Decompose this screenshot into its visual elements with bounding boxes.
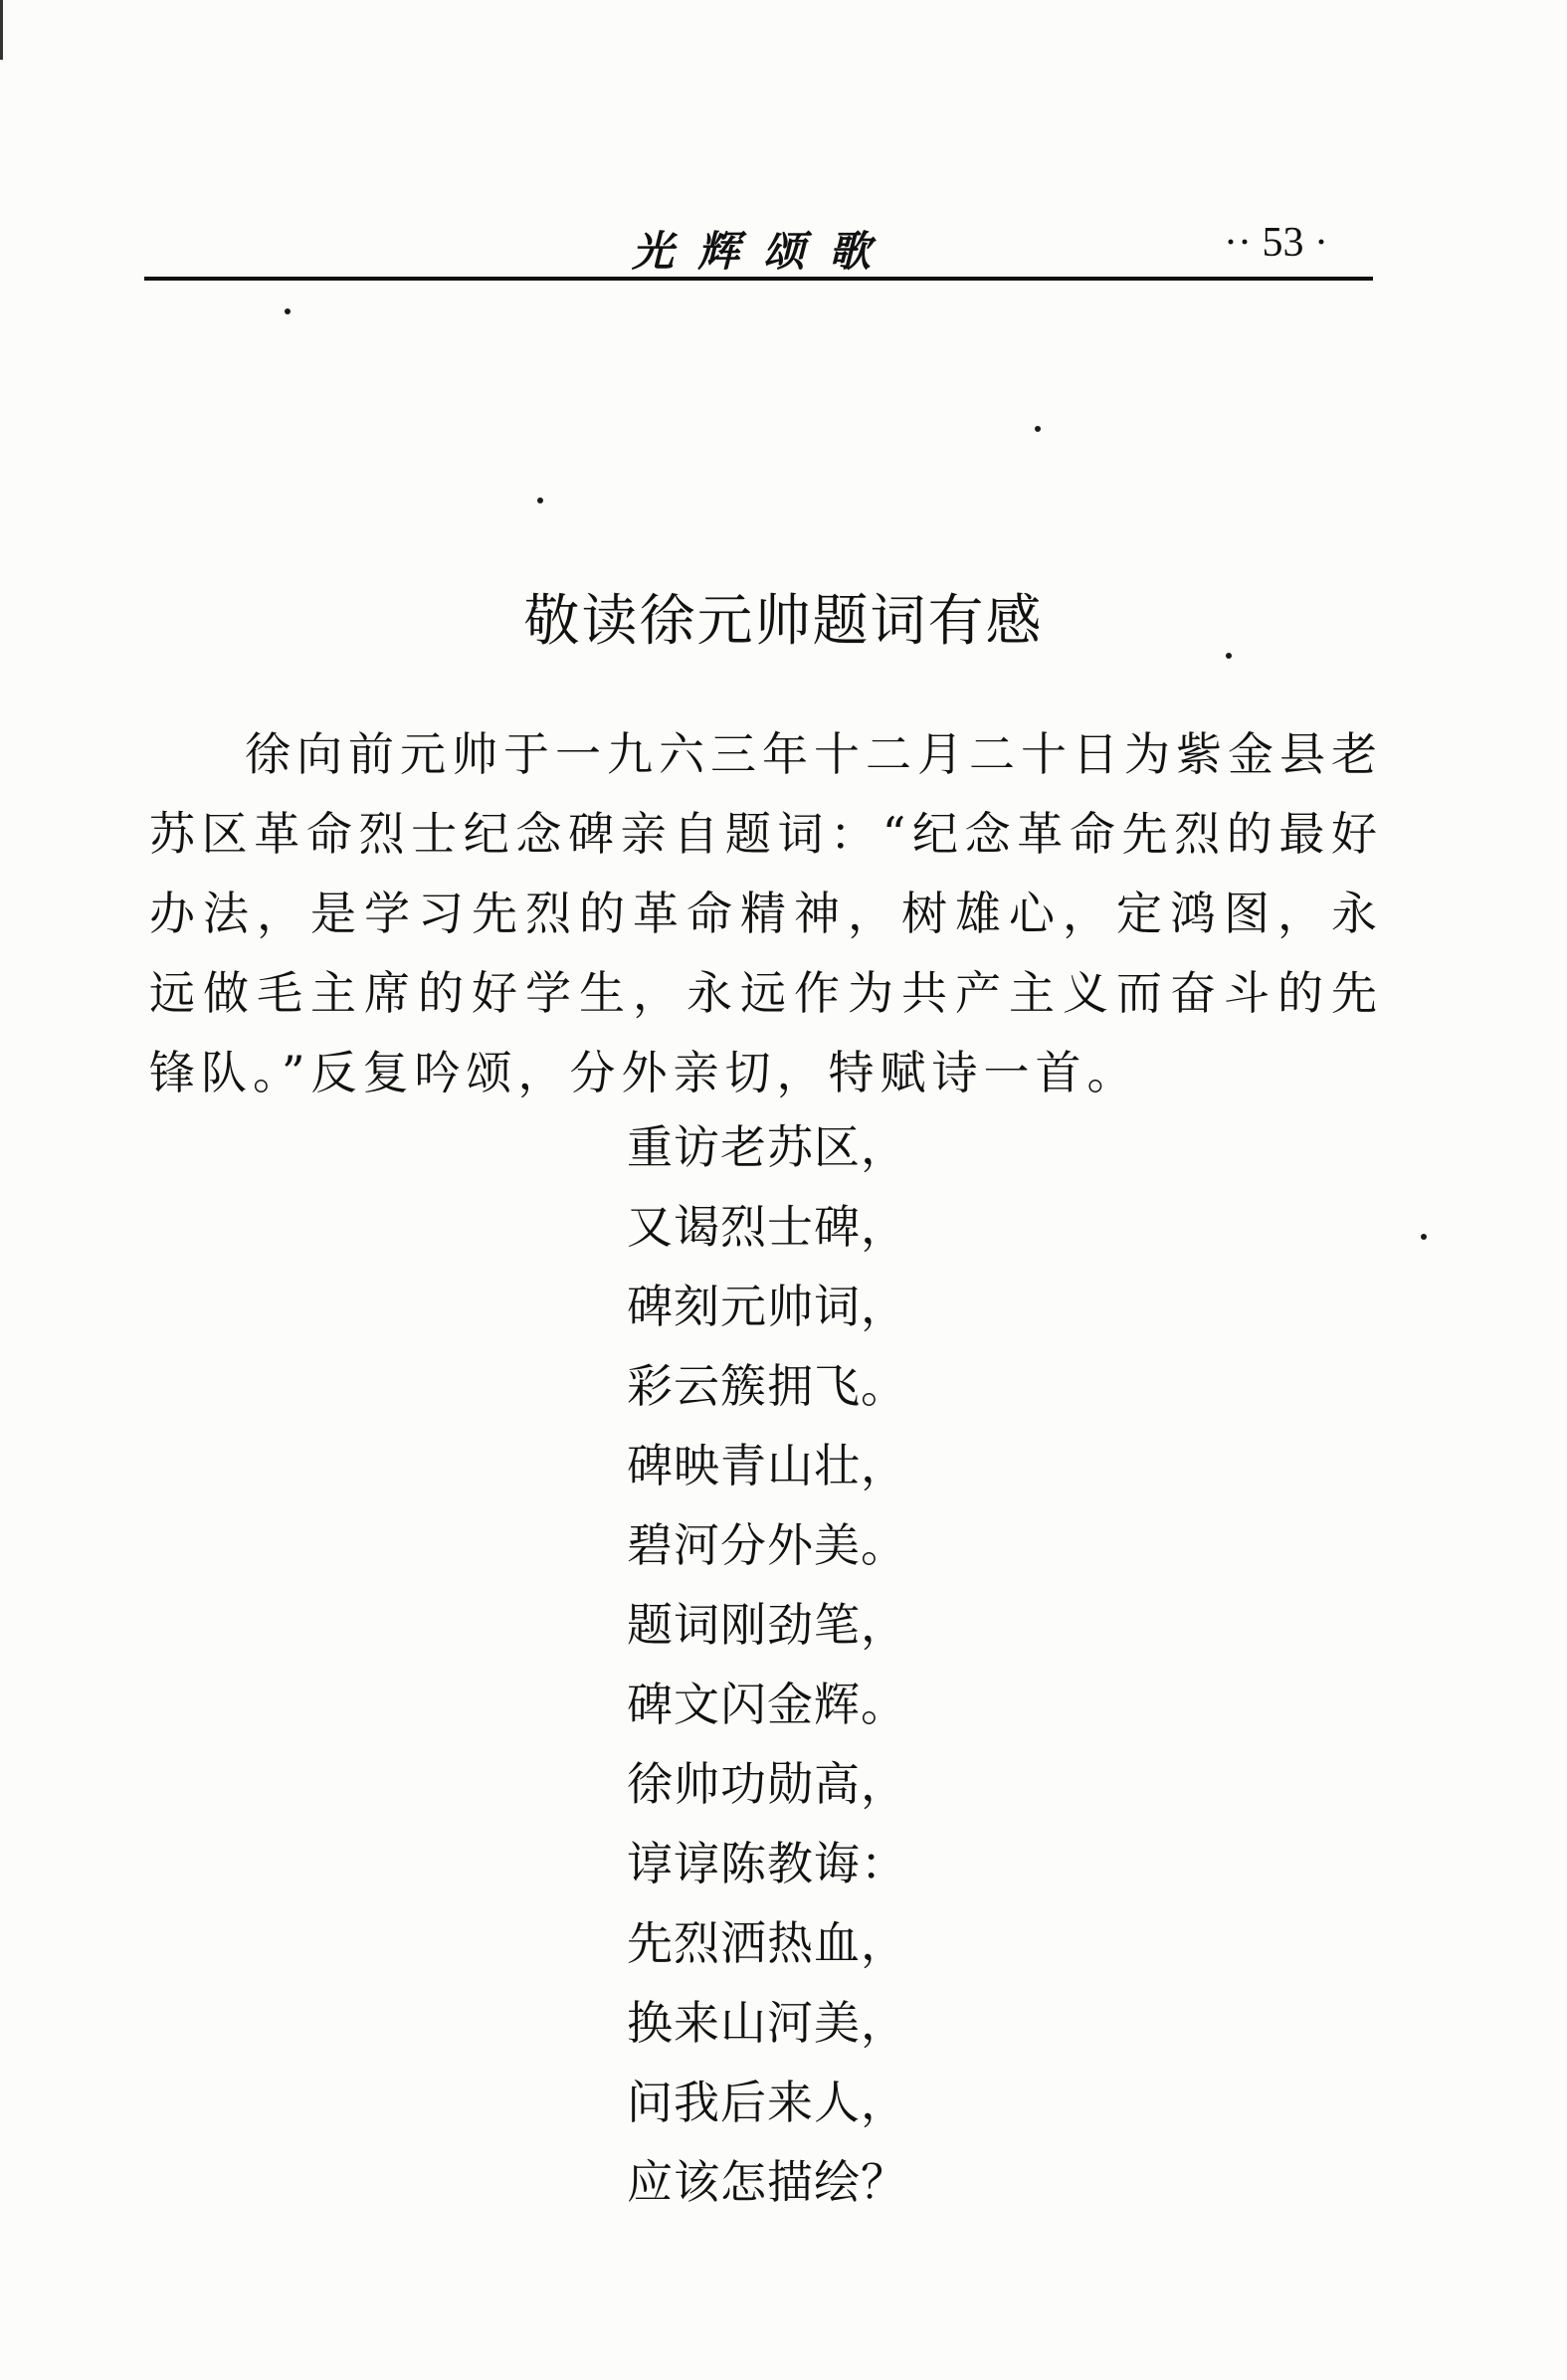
poem-line: 题词刚劲笔， xyxy=(627,1598,907,1652)
poem-line: 重访老苏区， xyxy=(627,1120,907,1174)
ink-speck xyxy=(1421,1234,1427,1240)
poem-line: 碑映青山壮， xyxy=(627,1439,907,1492)
binding-edge-mark xyxy=(0,0,3,60)
poem-line: 谆谆陈教诲： xyxy=(627,1837,907,1890)
poem-line: 徐帅功勋高， xyxy=(627,1757,907,1811)
article-title: 敬读徐元帅题词有感 xyxy=(523,589,1044,654)
running-title: 光辉颂歌 xyxy=(632,227,895,276)
ink-speck xyxy=(1035,426,1041,432)
poem-line: 换来山河美， xyxy=(627,1996,907,2050)
ink-speck xyxy=(537,497,543,503)
poem-line: 碧河分外美。 xyxy=(627,1518,907,1572)
poem-line: 先烈洒热血， xyxy=(627,1916,907,1970)
page-header xyxy=(144,199,1373,289)
article-preface: 徐向前元帅于一九六三年十二月二十日为紫金县老苏区革命烈士纪念碑亲自题词：“纪念革命先烈的最好办法，是学习先烈的革命精神，树雄心，定鸿图，永远做毛主席的好学生，永远作为共产主义而奋斗的先锋队。”反复吟颂，分外亲切，特赋诗一首。 xyxy=(149,727,1383,1099)
ink-speck xyxy=(285,308,291,314)
poem xyxy=(627,1107,1025,2222)
poem-line: 问我后来人， xyxy=(627,2076,907,2129)
header-rule xyxy=(144,277,1373,281)
poem-line: 彩云簇拥飞。 xyxy=(627,1359,907,1413)
poem-line: 又谒烈士碑， xyxy=(627,1200,907,1254)
page-number: ·· 53 · xyxy=(1224,220,1328,266)
poem-line: 碑刻元帅词， xyxy=(627,1280,907,1333)
poem-line: 碑文闪金辉。 xyxy=(627,1678,907,1731)
poem-line: 应该怎描绘？ xyxy=(627,2155,907,2209)
